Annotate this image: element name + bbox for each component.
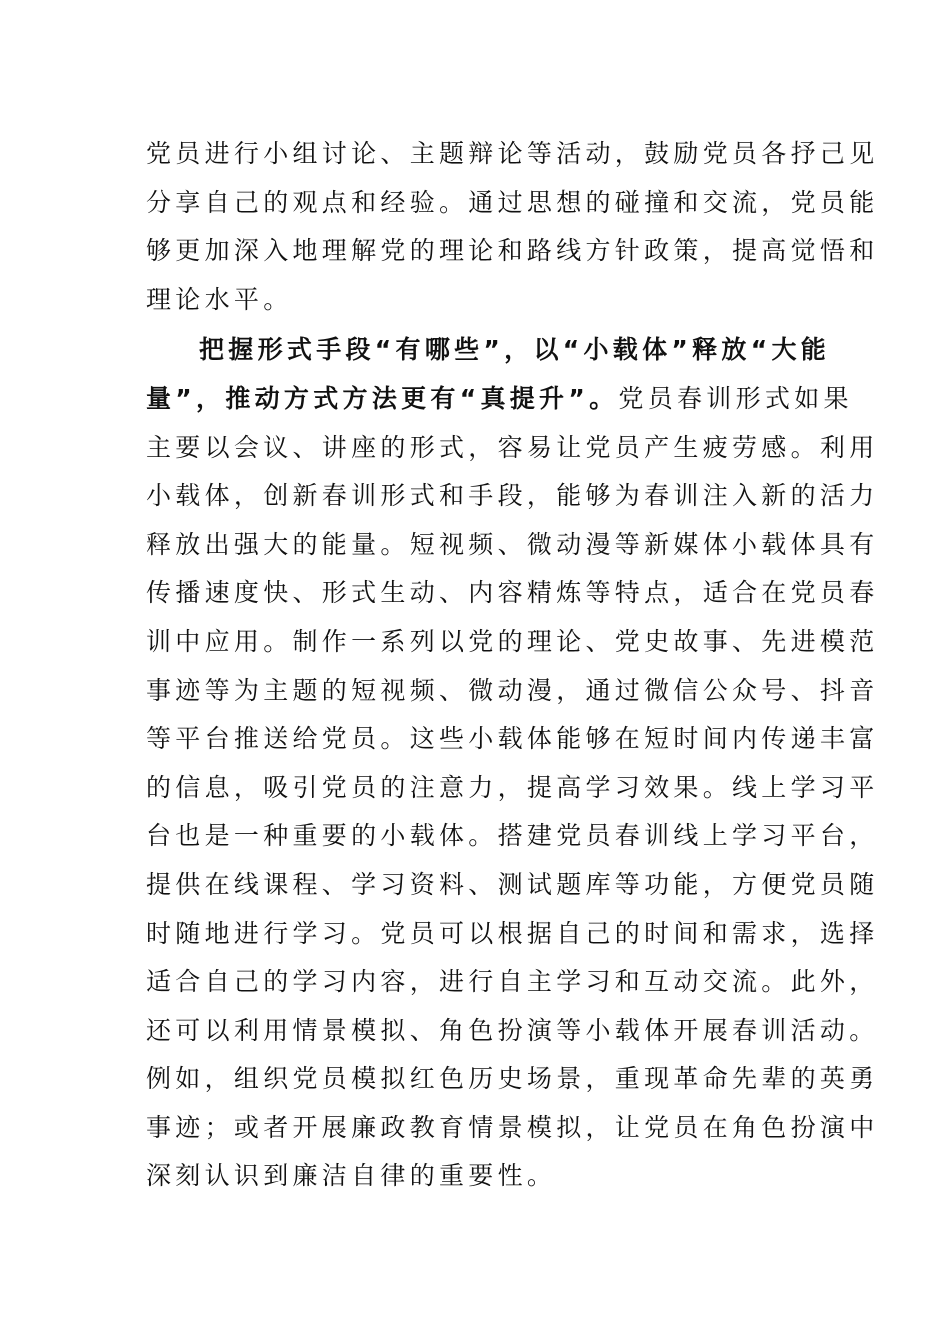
text-line: 台也是一种重要的小载体。搭建党员春训线上学习平台， bbox=[146, 821, 879, 851]
text-line: 深刻认识到廉洁自律的重要性。 bbox=[146, 1161, 557, 1191]
text-line: 训中应用。制作一系列以党的理论、党史故事、先进模范 bbox=[146, 626, 879, 656]
text-line: 的信息，吸引党员的注意力，提高学习效果。线上学习平 bbox=[146, 772, 879, 802]
text-line: 传播速度快、形式生动、内容精炼等特点，适合在党员春 bbox=[146, 578, 879, 608]
paragraph-start-text: 党员春训形式如果 bbox=[618, 383, 853, 413]
text-line: 党员进行小组讨论、主题辩论等活动，鼓励党员各抒己见 bbox=[146, 139, 879, 168]
text-line: 适合自己的学习内容，进行自主学习和互动交流。此外， bbox=[146, 967, 879, 997]
text-line: 主要以会议、讲座的形式，容易让党员产生疲劳感。利用 bbox=[146, 432, 879, 462]
text-line: 小载体，创新春训形式和手段，能够为春训注入新的活力 bbox=[146, 481, 879, 511]
text-line: 释放出强大的能量。短视频、微动漫等新媒体小载体具有 bbox=[146, 529, 879, 559]
text-line: 时随地进行学习。党员可以根据自己的时间和需求，选择 bbox=[146, 918, 879, 948]
text-line: 理论水平。 bbox=[146, 284, 293, 314]
text-line: 提供在线课程、学习资料、测试题库等功能，方便党员随 bbox=[146, 869, 879, 899]
text-line: 事迹等为主题的短视频、微动漫，通过微信公众号、抖音 bbox=[146, 675, 879, 705]
section-heading-line: 把握形式手段“有哪些”，以“小载体”释放“大能 bbox=[199, 335, 831, 365]
section-heading-continuation: 量”，推动方式方法更有“真提升”。 bbox=[146, 383, 619, 413]
text-line: 事迹；或者开展廉政教育情景模拟，让党员在角色扮演中 bbox=[146, 1112, 879, 1142]
text-line: 例如，组织党员模拟红色历史场景，重现革命先辈的英勇 bbox=[146, 1064, 879, 1094]
text-line: 等平台推送给党员。这些小载体能够在短时间内传递丰富 bbox=[146, 724, 879, 754]
text-line: 分享自己的观点和经验。通过思想的碰撞和交流，党员能 bbox=[146, 187, 879, 217]
mixed-line bbox=[146, 375, 853, 424]
document-body bbox=[146, 130, 879, 1201]
text-line: 还可以利用情景模拟、角色扮演等小载体开展春训活动。 bbox=[146, 1015, 879, 1045]
text-line: 够更加深入地理解党的理论和路线方针政策，提高觉悟和 bbox=[146, 236, 879, 266]
